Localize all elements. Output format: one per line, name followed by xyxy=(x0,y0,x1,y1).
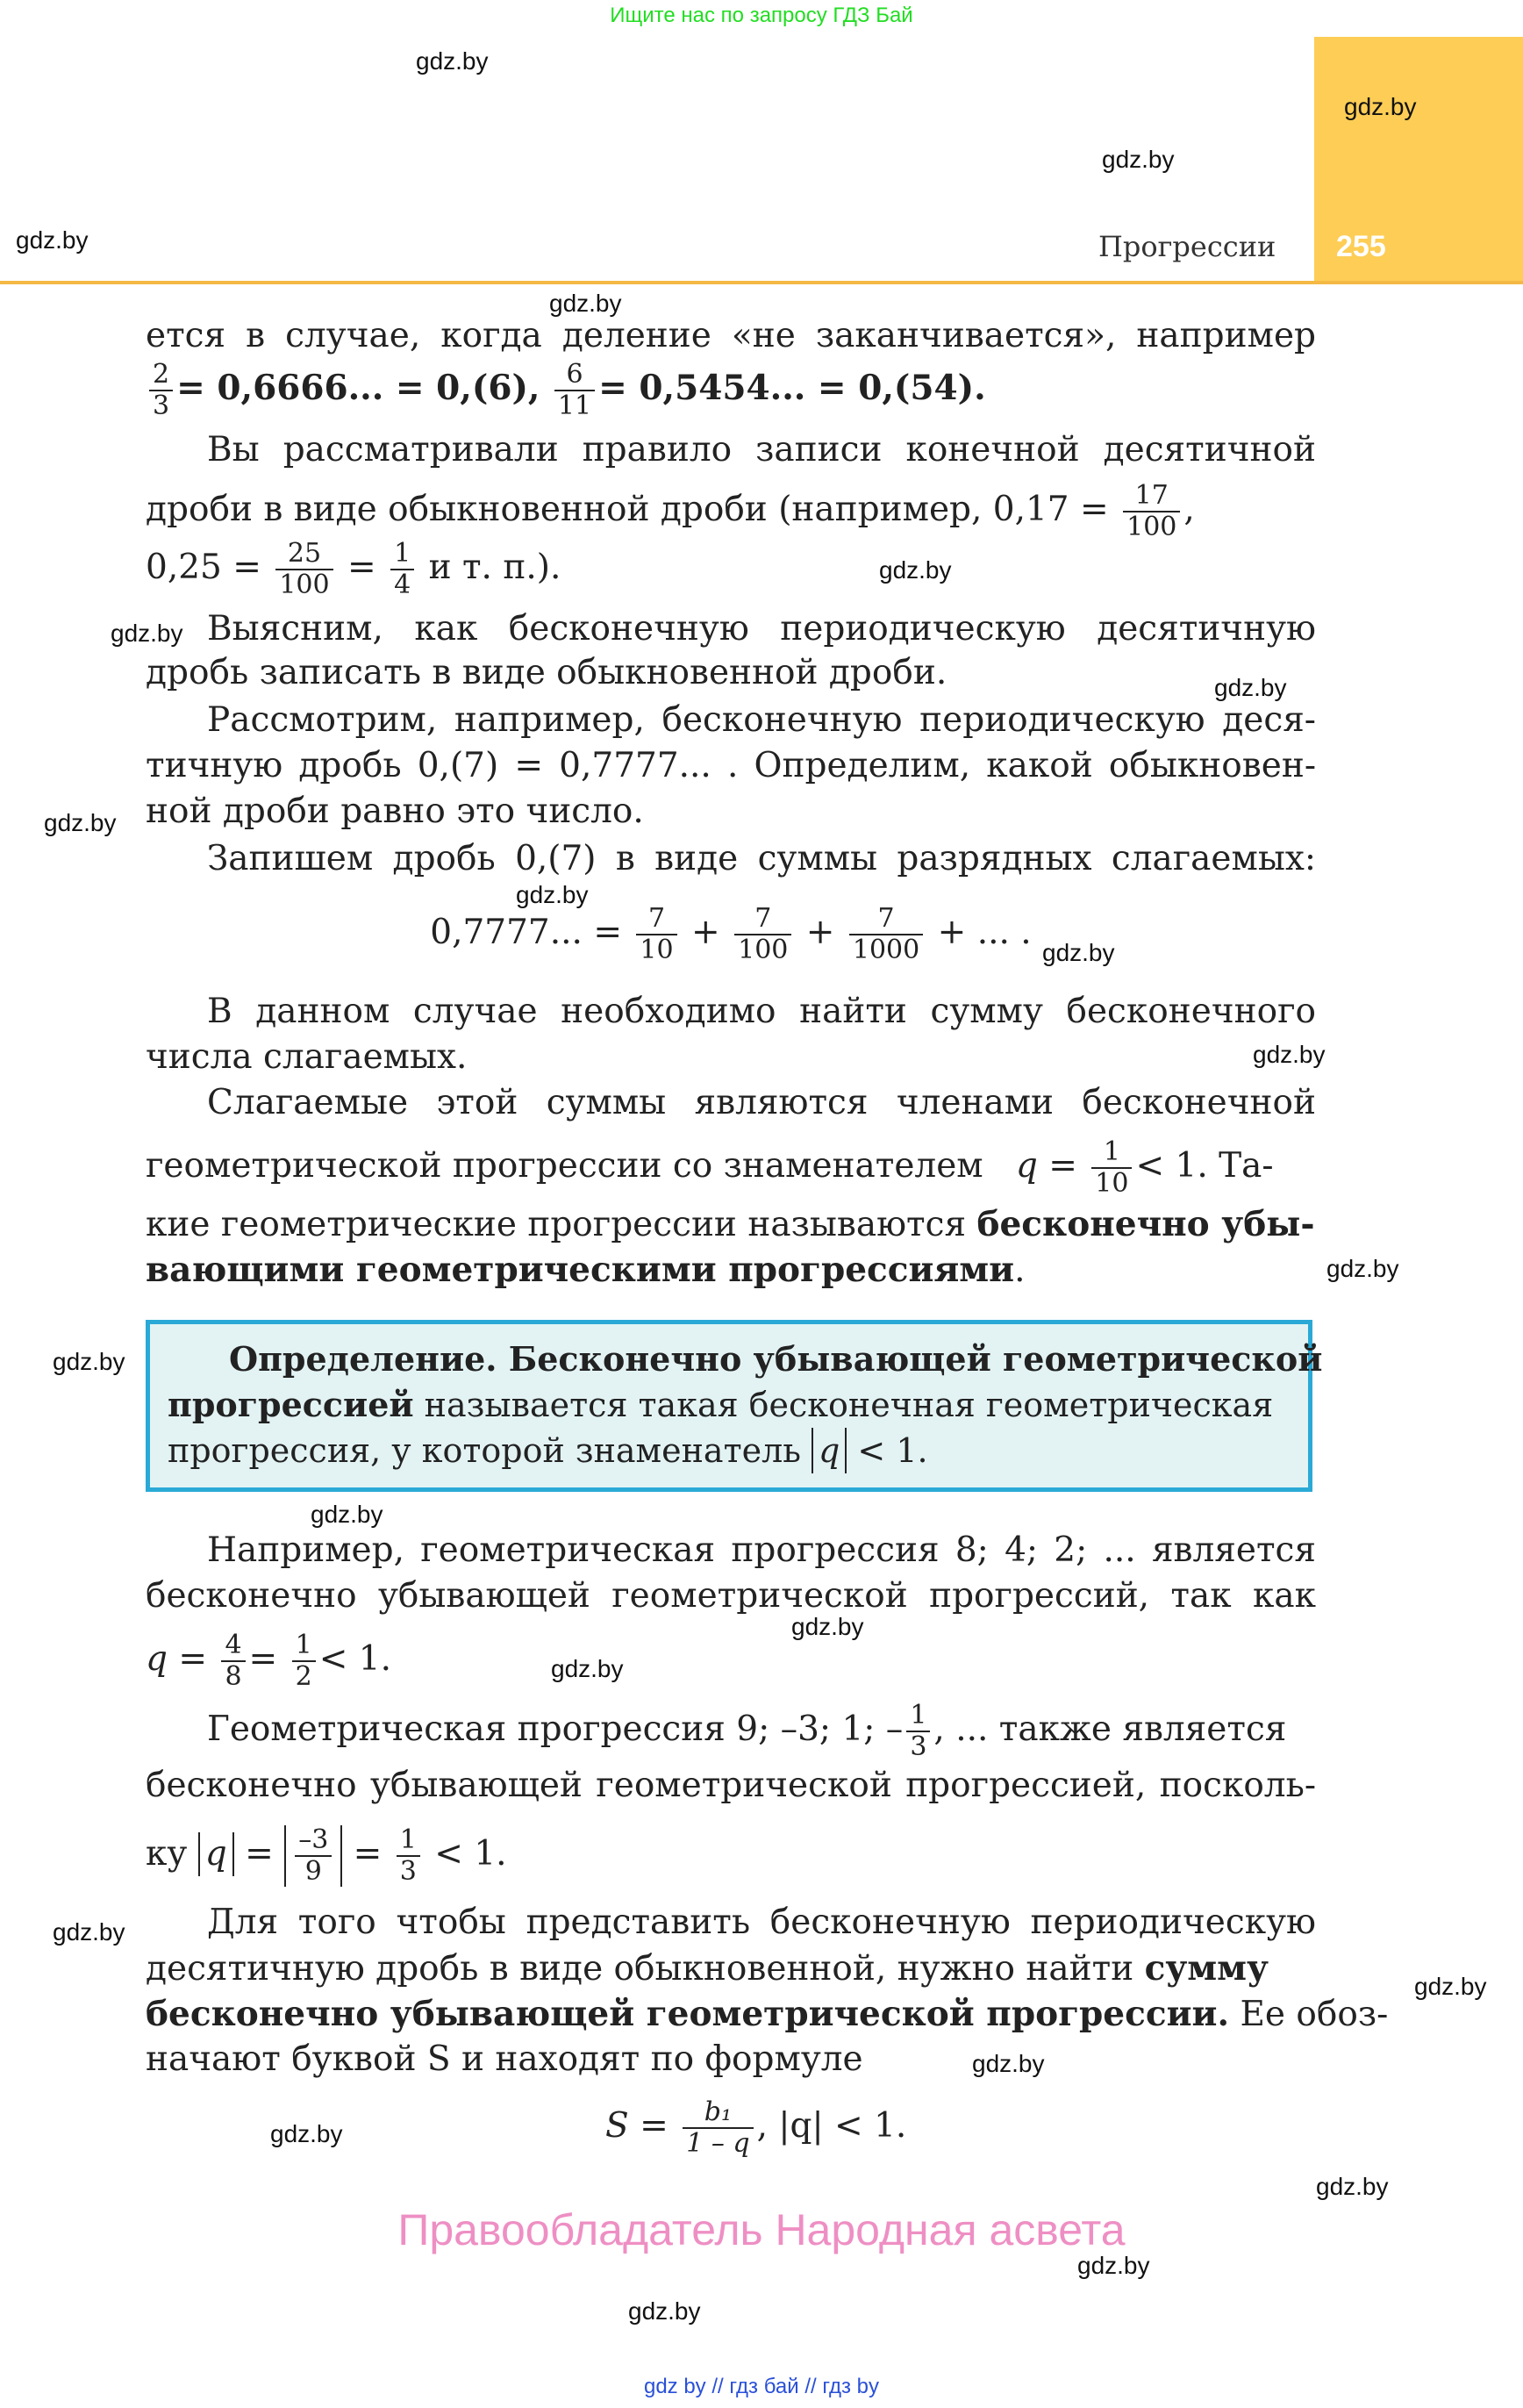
text-line: Геометрическая прогрессия 9; –3; 1; – $\frac{1}{3}$ , ... также является xyxy=(207,1700,1287,1762)
text-line: бесконечно убывающей геометрической прогрессией, посколь- xyxy=(146,1766,1316,1805)
text-line: Вы рассматривали правило записи конечной десятичной xyxy=(207,430,1316,469)
fraction: $\frac{1}{10}$ xyxy=(1091,1137,1132,1199)
equation-line: 0,25 = $\frac{25}{100}$ = $\frac{1}{4}$ и т. п.). xyxy=(146,538,561,600)
fraction: $\frac{-3}{9}$ xyxy=(295,1825,332,1887)
fraction: $\frac{6}{11}$ xyxy=(554,360,595,421)
watermark-text: gdz.by xyxy=(1414,1973,1487,2000)
definition-text: прогрессия, у которой знаменатель q < 1. xyxy=(168,1428,1294,1473)
equation-line: $\frac{2}{3}$ = 0,6666... = 0,(6), $\frac{6}{11}$ = 0,5454... = 0,(54). xyxy=(146,360,1316,421)
watermark-text: gdz.by xyxy=(1214,674,1287,701)
text-line: В данном случае необходимо найти сумму бесконечного xyxy=(207,992,1316,1031)
text-line: дробь записать в виде обыкновенной дроби. xyxy=(146,653,947,692)
watermark-text: gdz.by xyxy=(1316,2173,1389,2200)
watermark-text: gdz.by xyxy=(53,1918,125,1946)
fraction: $\frac{7}{100}$ xyxy=(734,904,791,965)
watermark-text: gdz.by xyxy=(1344,93,1417,120)
text-line: бесконечно убывающей геометрической прогрессий, так как xyxy=(146,1576,1316,1616)
definition-box xyxy=(146,1320,1323,1492)
text-line: Выясним, как бесконечную периодическую десятичную xyxy=(207,609,1316,649)
watermark-text: gdz.by xyxy=(44,809,117,836)
watermark-text: gdz.by xyxy=(1077,2252,1150,2279)
watermark-text: gdz.by xyxy=(791,1613,864,1640)
sum-formula: S = $\frac{\text{b₁}}{1 - q}$ , |q| < 1. xyxy=(605,2096,907,2159)
watermark-text: gdz.by xyxy=(549,290,622,317)
fraction: $\frac{25}{100}$ xyxy=(275,539,332,600)
watermark-text: gdz.by xyxy=(1102,146,1175,173)
watermark-text: gdz.by xyxy=(516,881,589,908)
text-line: Например, геометрическая прогрессия 8; 4; 2; ... является xyxy=(207,1530,1316,1570)
watermark-text: gdz.by xyxy=(53,1348,125,1375)
equation-line: 0,7777... = $\frac{7}{10}$ + $\frac{7}{100}$ + $\frac{7}{1000}$ + ... . xyxy=(430,903,1032,965)
text-line: дроби в виде обыкновенной дроби (например, 0,17 = $\frac{17}{100}$ , xyxy=(146,480,1195,542)
fraction: $\frac{\text{b₁}}{1 - q}$ xyxy=(683,2097,753,2159)
watermark-text: gdz.by xyxy=(16,226,89,254)
text-line: Рассмотрим, например, бесконечную периодическую деся- xyxy=(207,700,1316,740)
text-line: Запишем дробь 0,(7) в виде суммы разрядных слагаемых: xyxy=(207,839,1316,878)
top-banner: Ищите нас по запросу ГДЗ Бай xyxy=(610,4,913,27)
footer-links[interactable]: gdz by // гдз бай // гдз by xyxy=(643,2375,880,2398)
page-number: 255 xyxy=(1336,230,1386,263)
fraction: $\frac{1}{2}$ xyxy=(292,1630,316,1692)
text-line: ется в случае, когда деление «не заканчивается», например xyxy=(146,316,1316,355)
text-line: числа слагаемых. xyxy=(146,1037,468,1077)
text-line: Слагаемые этой суммы являются членами бесконечной xyxy=(207,1083,1316,1122)
watermark-text: gdz.by xyxy=(1326,1255,1399,1282)
fraction: $\frac{1}{3}$ xyxy=(906,1701,930,1762)
equation-line: q = $\frac{4}{8}$ = $\frac{1}{2}$ < 1. xyxy=(146,1630,392,1692)
text-line: ной дроби равно это число. xyxy=(146,792,644,831)
watermark-text: gdz.by xyxy=(311,1501,383,1528)
equation-line: ку q = $\frac{-3}{9}$ = $\frac{1}{3}$ < 1. xyxy=(146,1824,507,1887)
watermark-text: gdz.by xyxy=(111,620,183,647)
fraction: $\frac{2}{3}$ xyxy=(149,360,173,421)
watermark-text: gdz.by xyxy=(416,47,489,75)
text-line: начают буквой S и находят по формуле xyxy=(146,2039,863,2079)
text-line: геометрической прогрессии со знаменателем q = $\frac{1}{10}$ < 1. Та- xyxy=(146,1136,1274,1199)
definition-text: прогрессией называется такая бесконечная геометрическая xyxy=(168,1385,1274,1424)
text-line: кие геометрические прогрессии называются бесконечно убы- xyxy=(146,1204,1315,1244)
definition-title: Определение. Бесконечно убывающей геометрической xyxy=(229,1339,1323,1379)
fraction: $\frac{4}{8}$ xyxy=(221,1630,245,1692)
fraction: $\frac{7}{1000}$ xyxy=(849,904,923,965)
watermark-text: gdz.by xyxy=(1042,939,1115,966)
running-head: Прогрессии xyxy=(1098,230,1276,263)
watermark-text: gdz.by xyxy=(551,1655,624,1682)
header-rule xyxy=(0,281,1523,284)
watermark-text: gdz.by xyxy=(270,2120,343,2147)
copyright-notice: Правообладатель Народная асвета xyxy=(397,2205,1126,2254)
fraction: $\frac{7}{10}$ xyxy=(636,904,676,965)
watermark-text: gdz.by xyxy=(972,2050,1045,2077)
watermark-text: gdz.by xyxy=(628,2297,701,2325)
text-line: тичную дробь 0,(7) = 0,7777... . Определим, какой обыкновен- xyxy=(146,746,1316,785)
text-line: бесконечно убывающей геометрической прогрессии. Ее обоз- xyxy=(146,1994,1389,2034)
fraction: $\frac{1}{4}$ xyxy=(390,539,414,600)
fraction: $\frac{17}{100}$ xyxy=(1123,481,1180,542)
text-line: десятичную дробь в виде обыкновенной, нужно найти сумму xyxy=(146,1948,1269,1989)
fraction: $\frac{1}{3}$ xyxy=(397,1825,420,1887)
text-line: вающими геометрическими прогрессиями. xyxy=(146,1250,1026,1290)
watermark-text: gdz.by xyxy=(879,556,952,584)
text-line: Для того чтобы представить бесконечную периодическую xyxy=(207,1903,1316,1942)
watermark-text: gdz.by xyxy=(1253,1041,1326,1068)
